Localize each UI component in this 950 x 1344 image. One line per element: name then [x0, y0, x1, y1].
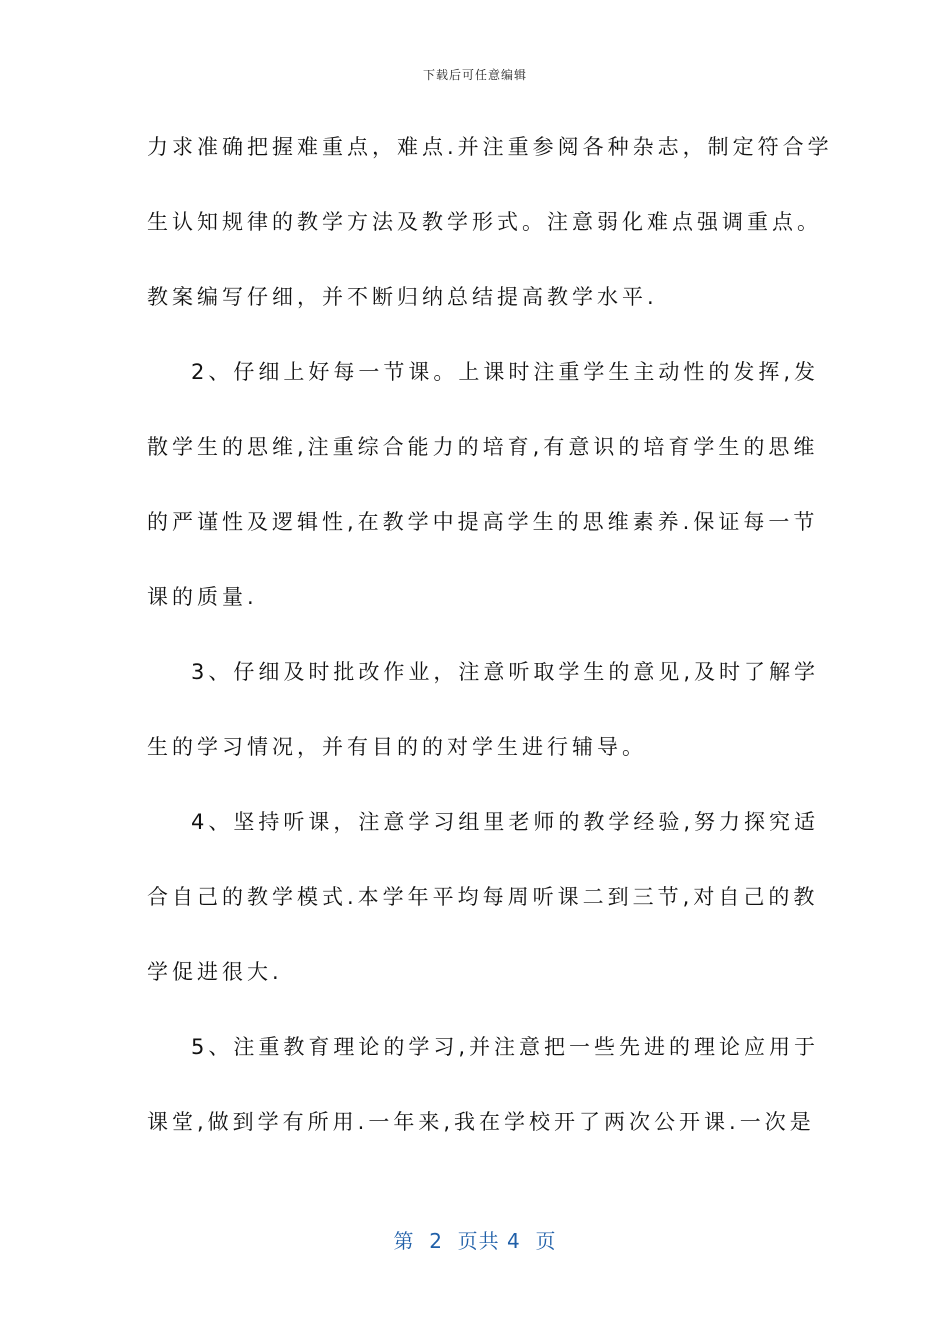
body-line: 的严谨性及逻辑性,在教学中提高学生的思维素养.保证每一节 — [147, 510, 819, 534]
page-header: 下载后可任意编辑 — [422, 68, 527, 82]
body-line: 力求准确把握难重点，难点.并注重参阅各种杂志，制定符合学 — [147, 135, 833, 159]
body-line: 散学生的思维,注重综合能力的培育,有意识的培育学生的思维 — [147, 435, 819, 459]
body-line: 课堂,做到学有所用.一年来,我在学校开了两次公开课.一次是 — [147, 1110, 815, 1134]
body-line: 生的学习情况，并有目的的对学生进行辅导。 — [147, 735, 647, 759]
body-line: 教案编写仔细，并不断归纳总结提高教学水平. — [147, 285, 658, 309]
body-line: 学促进很大. — [147, 960, 283, 984]
paragraph-2-first-line: 2、仔细上好每一节课。上课时注重学生主动性的发挥,发 — [191, 360, 820, 384]
page-footer: 第 2 页共 4 页 — [393, 1229, 557, 1253]
body-line: 生认知规律的教学方法及教学形式。注意弱化难点强调重点。 — [147, 210, 822, 234]
body-line: 合自己的教学模式.本学年平均每周听课二到三节,对自己的教 — [147, 885, 819, 909]
paragraph-3-first-line: 3、仔细及时批改作业，注意听取学生的意见,及时了解学 — [191, 660, 820, 684]
paragraph-5-first-line: 5、注重教育理论的学习,并注意把一些先进的理论应用于 — [191, 1035, 820, 1059]
body-line: 课的质量. — [147, 585, 258, 609]
paragraph-4-first-line: 4、坚持听课，注意学习组里老师的教学经验,努力探究适 — [191, 810, 820, 834]
